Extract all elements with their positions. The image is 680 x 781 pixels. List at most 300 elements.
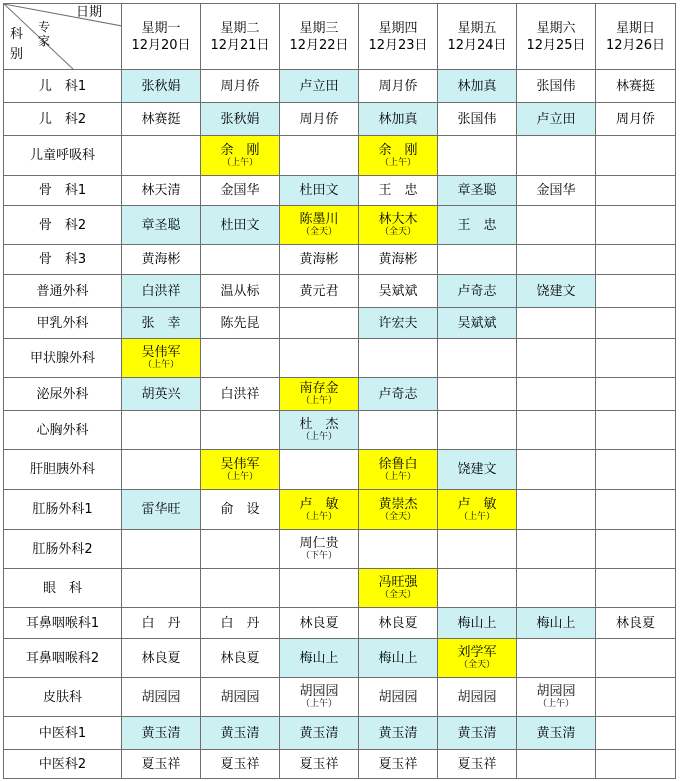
doctor-name: 冯旺强 [378,575,418,590]
doctor-name: 胡园园 [299,684,339,699]
day-date: 12月22日 [289,37,349,53]
day-header-2 [201,4,280,70]
doctor-name: 夏玉祥 [299,756,339,772]
doctor-cell [359,308,438,339]
doctor-cell [596,608,676,639]
doctor-cell [122,103,201,136]
department-cell: 肝胆胰外科 [4,450,122,490]
table-row [4,136,676,176]
doctor-name: 章圣聪 [141,217,181,233]
session-note: （上午） [537,699,574,709]
doctor-cell [359,103,438,136]
doctor-cell [517,176,596,206]
doctor-cell [201,490,280,530]
department-cell: 眼 科 [4,569,122,608]
doctor-cell [280,378,359,411]
department-cell: 心胸外科 [4,411,122,450]
doctor-name: 黄玉清 [378,725,418,741]
doctor-name: 徐鲁白 [378,456,418,472]
doctor-cell [596,411,676,450]
doctor-cell [280,339,359,378]
doctor-cell [517,206,596,245]
doctor-name: 张国伟 [457,111,497,127]
doctor-name: 余 刚 [378,142,418,158]
doctor-name: 林大木 [378,212,418,227]
doctor-cell [280,639,359,678]
department-cell: 肛肠外科1 [4,490,122,530]
doctor-name: 卢立田 [299,78,339,94]
doctor-cell [359,206,438,245]
doctor-cell [201,678,280,717]
doctor-name: 夏玉祥 [141,756,181,772]
corner-expert-label: 专家 [37,20,50,48]
doctor-cell [438,608,517,639]
doctor-cell [280,717,359,750]
doctor-name: 黄玉清 [220,725,260,741]
doctor-cell [359,339,438,378]
doctor-cell [517,717,596,750]
session-note: （全天） [379,227,416,237]
doctor-cell [517,750,596,779]
day-name: 星期六 [536,20,576,36]
doctor-cell [122,206,201,245]
doctor-cell [438,176,517,206]
doctor-cell [280,608,359,639]
doctor-cell [359,411,438,450]
department-cell: 儿 科2 [4,103,122,136]
doctor-cell [122,490,201,530]
doctor-cell [517,308,596,339]
corner-header-cell [4,4,122,70]
doctor-cell [438,530,517,569]
table-row [4,639,676,678]
session-note: （上午） [379,157,416,168]
department-cell: 中医科1 [4,717,122,750]
day-name: 星期日 [615,20,655,36]
doctor-cell [596,750,676,779]
doctor-name: 卢 敏 [457,496,497,512]
doctor-cell [280,103,359,136]
doctor-cell [122,569,201,608]
doctor-cell [359,70,438,103]
session-note: （全天） [458,660,495,670]
doctor-cell [122,245,201,275]
doctor-cell [596,339,676,378]
doctor-name: 金国华 [220,183,260,198]
doctor-cell [122,639,201,678]
doctor-cell [201,245,280,275]
doctor-cell [438,70,517,103]
doctor-name: 白洪祥 [141,283,181,299]
table-row [4,490,676,530]
doctor-name: 黄海彬 [299,252,339,267]
doctor-name: 温从标 [220,283,260,299]
doctor-cell [596,569,676,608]
department-cell: 甲乳外科 [4,308,122,339]
doctor-name: 杜田文 [220,217,260,233]
doctor-name: 杜 杰 [299,417,339,432]
doctor-name: 周仁贵 [299,536,339,551]
doctor-cell [359,639,438,678]
day-date: 12月20日 [131,37,191,53]
doctor-cell [201,450,280,490]
table-row [4,717,676,750]
doctor-cell [280,569,359,608]
doctor-cell [201,639,280,678]
doctor-name: 吴斌斌 [378,283,418,299]
doctor-name: 梅山上 [457,615,497,631]
doctor-cell [438,245,517,275]
day-header-5 [438,4,517,70]
doctor-cell [517,608,596,639]
table-row [4,678,676,717]
doctor-cell [359,717,438,750]
doctor-cell [596,678,676,717]
table-row [4,308,676,339]
doctor-name: 黄元君 [299,283,339,299]
doctor-name: 张秋娟 [220,111,260,127]
doctor-cell [517,70,596,103]
doctor-cell [280,308,359,339]
doctor-name: 张 幸 [141,315,181,331]
day-name: 星期三 [299,20,339,36]
day-name: 星期一 [141,20,181,36]
doctor-name: 林加真 [378,111,418,127]
doctor-cell [201,750,280,779]
table-row [4,245,676,275]
doctor-name: 王 忠 [457,217,497,233]
doctor-name: 陈先昆 [220,315,260,331]
doctor-name: 刘学军 [457,645,497,660]
doctor-name: 张国伟 [536,78,576,94]
doctor-cell [517,490,596,530]
department-cell: 骨 科2 [4,206,122,245]
doctor-cell [280,136,359,176]
doctor-cell [122,750,201,779]
department-cell: 普通外科 [4,275,122,308]
doctor-cell [596,70,676,103]
doctor-name: 林良夏 [299,615,339,631]
doctor-cell [122,450,201,490]
session-note: （全天） [300,227,337,237]
doctor-cell [517,275,596,308]
doctor-cell [280,206,359,245]
table-row [4,176,676,206]
session-note: （上午） [300,699,337,709]
doctor-cell [280,678,359,717]
day-header-1 [122,4,201,70]
doctor-cell [596,308,676,339]
corner-dept-label-1: 科 [10,27,24,42]
doctor-cell [517,411,596,450]
doctor-cell [596,639,676,678]
doctor-name: 胡园园 [457,689,497,705]
doctor-cell [201,569,280,608]
doctor-name: 俞 设 [220,502,260,517]
doctor-name: 胡园园 [141,689,181,705]
doctor-name: 陈墨川 [299,212,339,227]
day-header-6 [517,4,596,70]
doctor-name: 夏玉祥 [220,756,260,772]
day-header-3 [280,4,359,70]
doctor-cell [359,678,438,717]
doctor-cell [517,378,596,411]
doctor-cell [201,275,280,308]
session-note: （上午） [142,360,179,370]
doctor-cell [596,176,676,206]
session-note: （上午） [221,157,258,168]
doctor-cell [359,569,438,608]
doctor-cell [122,275,201,308]
doctor-cell [122,308,201,339]
doctor-name: 林良夏 [378,615,418,631]
doctor-cell [359,450,438,490]
doctor-cell [122,378,201,411]
department-cell: 肛肠外科2 [4,530,122,569]
doctor-cell [596,450,676,490]
doctor-name: 杜田文 [299,183,339,198]
doctor-name: 白洪祥 [220,386,260,402]
doctor-name: 卢立田 [536,111,576,127]
doctor-cell [438,490,517,530]
doctor-name: 胡园园 [536,684,576,699]
doctor-cell [517,530,596,569]
header-row [4,4,676,70]
doctor-name: 林赛挺 [141,111,181,127]
doctor-name: 白 丹 [141,615,181,631]
day-date: 12月24日 [447,37,507,53]
doctor-name: 林加真 [457,78,497,94]
doctor-cell [438,639,517,678]
doctor-name: 林赛挺 [615,78,655,94]
day-date: 12月25日 [526,37,586,53]
doctor-name: 卢奇志 [457,283,497,299]
doctor-cell [122,136,201,176]
doctor-cell [201,717,280,750]
day-date: 12月23日 [368,37,428,53]
doctor-cell [517,245,596,275]
doctor-cell [517,339,596,378]
doctor-name: 胡园园 [378,689,418,705]
doctor-name: 吴伟军 [220,456,260,472]
doctor-cell [517,678,596,717]
doctor-cell [359,245,438,275]
doctor-cell [517,450,596,490]
doctor-name: 吴斌斌 [457,315,497,331]
doctor-cell [280,275,359,308]
doctor-cell [280,450,359,490]
department-cell: 儿童呼吸科 [4,136,122,176]
doctor-name: 胡英兴 [141,386,181,402]
doctor-name: 饶建文 [536,283,576,299]
session-note: （下午） [300,551,337,561]
day-name: 星期二 [220,20,260,36]
day-name: 星期四 [378,20,418,36]
doctor-cell [359,490,438,530]
doctor-cell [280,490,359,530]
doctor-cell [359,176,438,206]
table-row [4,70,676,103]
doctor-name: 余 刚 [220,142,260,158]
doctor-cell [596,275,676,308]
doctor-name: 卢 敏 [299,496,339,512]
schedule-table [3,3,676,779]
doctor-cell [201,308,280,339]
table-row [4,608,676,639]
doctor-name: 夏玉祥 [378,756,418,772]
doctor-cell [596,717,676,750]
doctor-cell [201,378,280,411]
doctor-name: 林良夏 [220,650,260,666]
doctor-cell [438,750,517,779]
session-note: （上午） [300,396,337,406]
corner-dept-label-2: 别 [10,47,24,62]
department-cell: 甲状腺外科 [4,339,122,378]
session-note: （全天） [379,590,416,600]
doctor-cell [122,339,201,378]
doctor-cell [122,717,201,750]
corner-date-label: 日期 [76,5,103,20]
session-note: （上午） [458,511,495,522]
doctor-name: 黄玉清 [457,725,497,741]
doctor-cell [201,530,280,569]
table-row [4,275,676,308]
department-cell: 骨 科3 [4,245,122,275]
department-cell: 骨 科1 [4,176,122,206]
doctor-name: 林良夏 [615,615,655,631]
doctor-name: 南存金 [299,381,339,396]
doctor-cell [438,206,517,245]
doctor-name: 黄玉清 [536,725,576,741]
doctor-name: 吴伟军 [141,345,181,360]
doctor-name: 黄崇杰 [378,496,418,512]
doctor-name: 林良夏 [141,650,181,666]
doctor-cell [201,70,280,103]
doctor-cell [122,608,201,639]
table-row [4,530,676,569]
doctor-name: 卢奇志 [378,386,418,402]
doctor-name: 林天清 [141,183,181,198]
doctor-cell [596,378,676,411]
doctor-cell [596,245,676,275]
doctor-cell [359,378,438,411]
doctor-name: 梅山上 [536,615,576,631]
session-note: （上午） [300,432,337,442]
doctor-cell [201,608,280,639]
doctor-cell [280,245,359,275]
doctor-name: 周月侨 [615,111,655,127]
doctor-name: 周月侨 [220,78,260,94]
day-date: 12月26日 [605,37,666,53]
doctor-name: 黄玉清 [141,725,181,741]
doctor-cell [517,639,596,678]
doctor-cell [122,411,201,450]
doctor-cell [359,275,438,308]
session-note: （上午） [300,511,337,522]
doctor-name: 黄玉清 [299,725,339,741]
doctor-name: 周月侨 [378,78,418,94]
doctor-cell [201,176,280,206]
doctor-cell [122,530,201,569]
doctor-cell [596,206,676,245]
doctor-cell [438,275,517,308]
day-name: 星期五 [457,20,497,36]
doctor-cell [359,136,438,176]
table-row [4,339,676,378]
doctor-name: 章圣聪 [457,183,497,198]
doctor-name: 王 忠 [378,183,418,198]
department-cell: 皮肤科 [4,678,122,717]
doctor-cell [122,176,201,206]
doctor-name: 胡园园 [220,689,260,705]
department-cell: 耳鼻咽喉科2 [4,639,122,678]
doctor-cell [517,136,596,176]
doctor-name: 雷华旺 [141,502,181,517]
doctor-cell [596,136,676,176]
department-cell: 中医科2 [4,750,122,779]
table-row [4,206,676,245]
doctor-cell [201,206,280,245]
doctor-cell [122,70,201,103]
doctor-cell [359,608,438,639]
department-cell: 耳鼻咽喉科1 [4,608,122,639]
doctor-name: 张秋娟 [141,78,181,94]
doctor-cell [122,678,201,717]
doctor-cell [280,750,359,779]
doctor-name: 黄海彬 [378,252,418,267]
doctor-cell [438,411,517,450]
doctor-cell [438,678,517,717]
table-row [4,750,676,779]
doctor-cell [438,378,517,411]
doctor-name: 周月侨 [299,111,339,127]
table-row [4,450,676,490]
doctor-name: 饶建文 [457,462,497,477]
doctor-cell [280,530,359,569]
doctor-name: 黄海彬 [141,252,181,267]
department-cell: 泌尿外科 [4,378,122,411]
session-note: （上午） [379,471,416,482]
session-note: （全天） [379,511,416,522]
doctor-cell [438,569,517,608]
doctor-cell [438,717,517,750]
doctor-name: 金国华 [536,183,576,198]
doctor-cell [359,530,438,569]
doctor-name: 许宏夫 [378,315,418,331]
doctor-cell [438,136,517,176]
doctor-cell [438,339,517,378]
doctor-cell [517,569,596,608]
table-row [4,411,676,450]
doctor-cell [280,176,359,206]
doctor-cell [438,103,517,136]
doctor-cell [201,136,280,176]
doctor-cell [359,750,438,779]
day-header-4 [359,4,438,70]
doctor-name: 梅山上 [299,650,339,666]
table-row [4,378,676,411]
doctor-cell [438,308,517,339]
doctor-cell [438,450,517,490]
table-row [4,569,676,608]
doctor-cell [596,530,676,569]
doctor-name: 白 丹 [220,615,260,631]
doctor-name: 梅山上 [378,650,418,666]
doctor-cell [517,103,596,136]
doctor-cell [201,411,280,450]
day-date: 12月21日 [210,37,270,53]
doctor-cell [280,411,359,450]
